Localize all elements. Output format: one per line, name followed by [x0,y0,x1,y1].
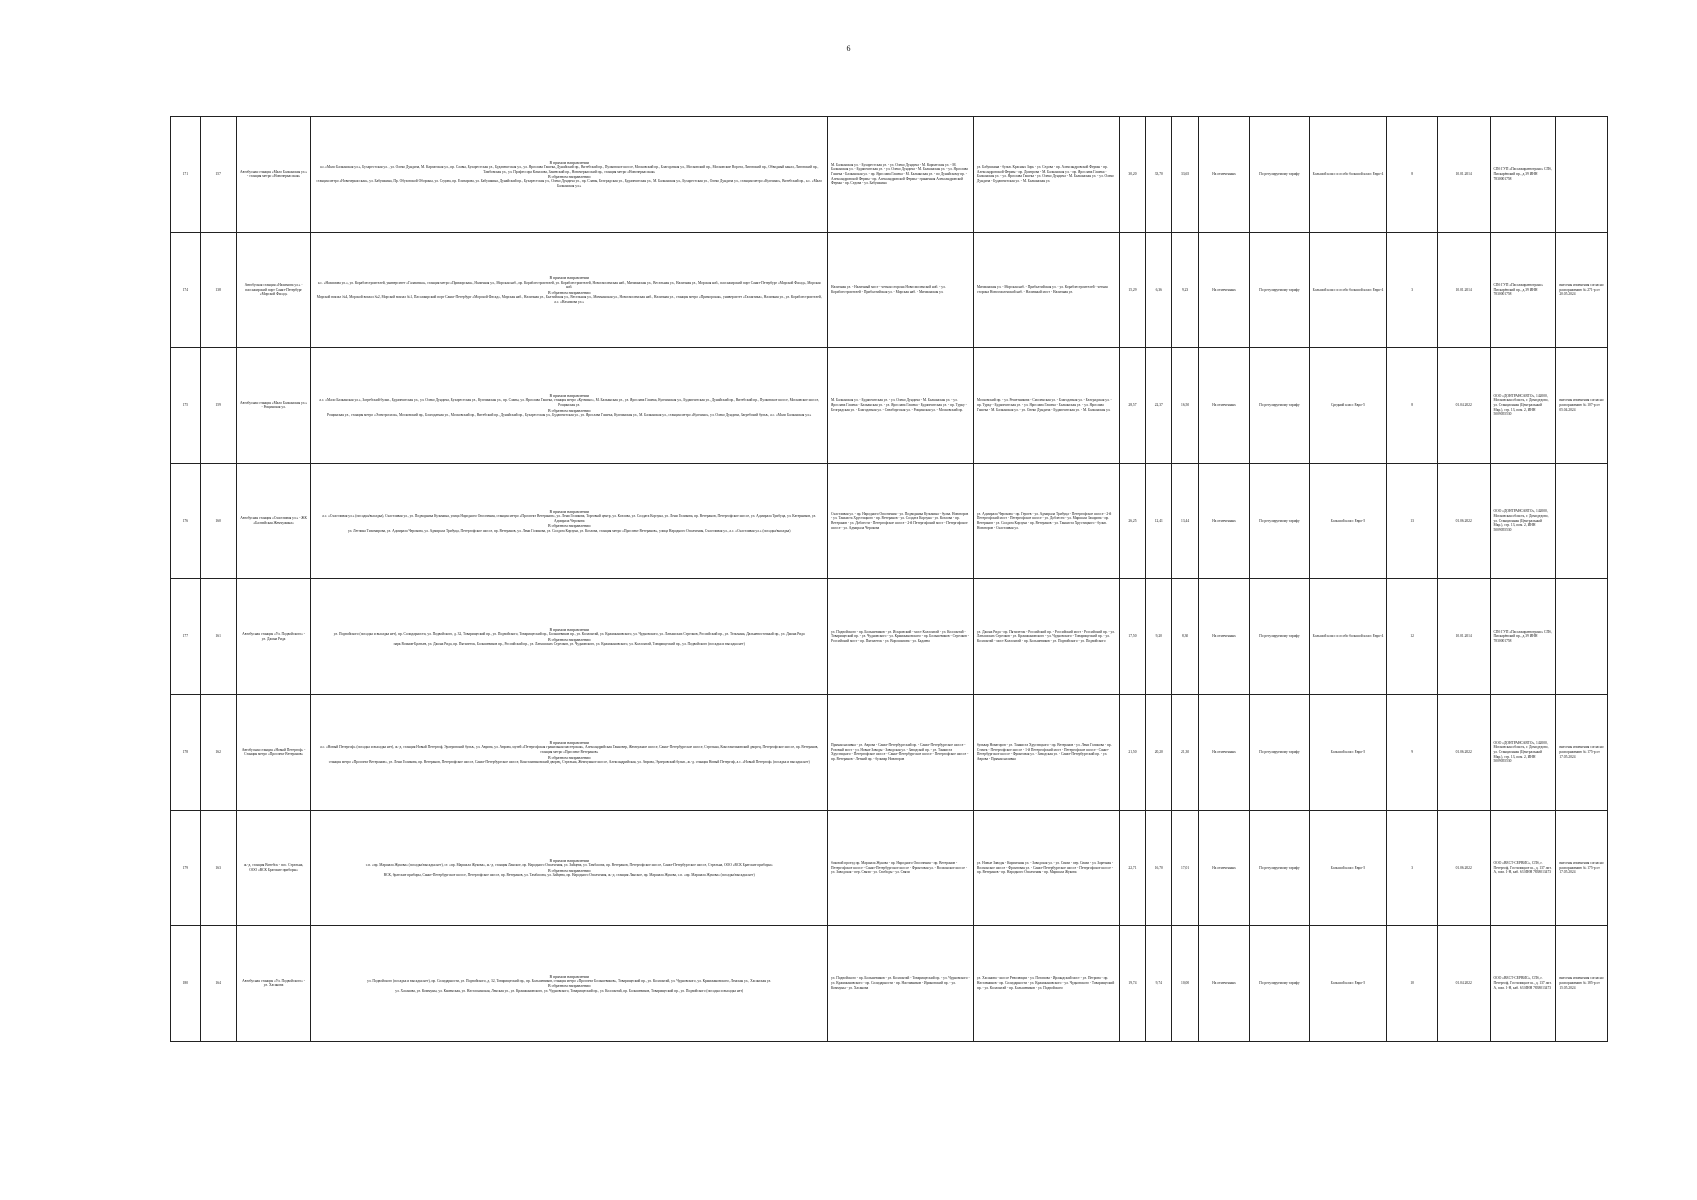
route-number-cell: 180 [171,926,201,1042]
backward-direction-label: В обратном направлении [547,867,591,873]
forward-direction-stops: ул. Подвойского (посадка и высадка нет), пр. Солидарности, ул. Подвойского, д. 32, Товарищеский пр., ул. Подвойского, Товарищеский пр., Большевиков пр., ул. Коллонтай, ул. Кржижановского, ул. Чудновского, ул. Латышских Стрелков, Российский пр., ул. Тельмана, Дальневосточный пр., ул. Джона Рида [333,632,805,636]
length-backward-cell: 13,44 [1172,463,1198,579]
backward-direction-stops: ул. Летчика Тихомирова, ул. Адмирала Черокова, ул. Адмирала Трибуца, Петергофское шоссе, пр. Ветеранов, ул. Лени Голикова, ул. Солдата Корзуна, ул. Козлова, станция метро «Проспект Ветеранов», улица Народного Ополчения, Счастливая ул., а.с. «Счастливая ул.» (посадка/высадка) [347,528,791,533]
length-forward-cell: 33,70 [1146,117,1172,233]
forward-direction-label: В прямом направлении [549,508,589,514]
operator-cell: ООО «ВЕСТ-СЕРВИС», СПб, г. Петергоф, Гостилицкое ш., д. 137 лит. А, пом. 1-Н, каб. 63 ИНН 7838013473 [1490,926,1556,1042]
tariff-cell: По регулируемому тарифу [1250,810,1309,926]
streets-backward-cell: ул. Хасанова - шоссе Революции - ул. Потапова - Ирландский мост - ул. Петрова - пр. Наставников - пр. Солидарности - ул. Кржижановского - ул. Чудновского - Товарищеский пр. - ул. Коллонтай - пр. Большевиков - ул. Подвойского [973,926,1119,1042]
vehicle-count-cell: 8 [1387,117,1437,233]
route-number-cell: 175 [171,348,201,464]
route-number-cell: 171 [171,117,201,233]
forward-direction-label: В прямом направлении [549,275,589,281]
route-name-cell: Автобусная станция «Мало Балканская ул.» - станция метро «Новочеркасская» [236,117,311,233]
backward-direction-stops: станция метро «Новочеркасская», ул. Бабушкина, Пр. Обуховской Обороны, ул. Седова, пр. Елизарова, ул. Бабушкина, Дунайский пр., Бухарестская ул., Олеко Дундича ул., пр. Славы, Белградская ул., Будапештская ул., М. Балканская ул., Бухарестская ул., Олеко Дундича ул., станция метро «Купчино», Витебский пр., а.с. «Мало Балканская ул.» [316,179,822,189]
length-total-cell: 26,25 [1119,463,1145,579]
route-name-cell: Автобусная станция «Мало Балканская ул.» - Рощинская ул. [236,348,311,464]
vehicle-class-cell: Большой класс и особо большой класс Евро-4 [1309,579,1387,695]
registry-number-cell: 159 [200,348,236,464]
length-total-cell: 17,50 [1119,579,1145,695]
streets-forward-cell: М. Балканская ул. - Будапештская ул. - ул. Олеко Дундича - М. Балканская ул. - ул. Ярослава Гашека - Балканская ул. - ул. Ярослава Гашека - Будапештская ул. - пр. Турку - Белградская ул. - Благодатная ул. - Свеаборгская ул. - Рощинская ул. - Московский пр. [828,348,974,464]
stops-order-cell: На отмеченных [1198,810,1250,926]
stops-order-cell: На отмеченных [1198,926,1250,1042]
vehicle-class-cell: Средний класс Евро-5 [1309,348,1387,464]
length-total-cell: 30,20 [1119,117,1145,233]
note-cell: внесены изменения согласно распоряжению № 107-р от 05.04.2024 [1556,348,1608,464]
forward-direction-stops: ул. Подвойского (посадка и высадка нет), пр. Солидарности, ул. Подвойского, д. 32, Товарищеский пр., пр. Большевиков, станция метро «Проспект Большевиков», Товарищеский пр., ул. Коллонтай, ул. Чудновского, ул. Кржижановского, Ленская ул., Хасанская ул. [367,978,772,983]
vehicle-count-cell: 3 [1387,810,1437,926]
length-backward-cell: 17,01 [1172,810,1198,926]
streets-backward-cell: ул. Бабушкина - бульв. Красных Зорь - ул. Седова - пр. Александровской Фермы - пр. Александровской Фермы - пр. Дмитрова - М. Балканская ул. - пр. Ярослава Гашека - Балканская ул. - ул. Ярослава Гашека - ул. Олеко Дундича - М. Балканская ул. - ул. Олеко Дундича - Будапештская ул. - М. Балканская ул. [973,117,1119,233]
backward-direction-label: В обратном направлении [547,523,591,529]
route-path-cell [311,348,828,464]
streets-backward-cell: бульвар Новаторов - ул. Танкиста Хрустицкого - пр. Ветеранов - ул. Лени Голикова - пр. Стачек - Петергофское шоссе - 1-й Петергофский мост - Петергофское шоссе - Санкт-Петербургское шоссе - Фронтовая ул. - Заводская ул. - Санкт-Петербургский пр. - ул. Аврова - Прямая наливка [973,694,1119,810]
backward-direction-label: В обратном направлении [547,289,591,295]
vehicle-count-cell: 12 [1387,579,1437,695]
streets-forward-cell: Счастливая ул. - пр. Народного Ополчения - ул. Подводника Кузьмина - бульв. Новаторов - ул. Танкиста Хрустицкого - пр. Ветеранов - ул. Солдата Корзуна - ул. Козлова - пр. Ветеранов - ул. Доблести - Петергофское шоссе - 2-й Петергофский мост - Петергофское шоссе - ул. Адмирала Черокова [828,463,974,579]
forward-direction-stops: а.с.«Мало Балканская ул.», Бухарестская ул. , ул. Олеко Дундича, М. Карпатская ул., пр. Славы, Бухарестская ул., Будапештская ул., ул. Ярослава Гашека, Дунайский пр., Витебский пр., Пулковское шоссе, Московский пр., Благодатная ул., Московский пр., Московские Ворота, Лиговский пр., Обводный канал, Лиговский пр., Тамбовская ул., ул. Профессора Качалова, Заневский пр., Новочеркасский пр., станция метро «Новочеркасская» [320,164,819,174]
vehicle-count-cell: 9 [1387,694,1437,810]
streets-backward-cell: Мичманская ул. - Морская наб. - Прибалтийская ул. - ул. Кораблестроителей - четная сторона Новосмоленской наб. - Наличный мост - Наличная ул. [973,232,1119,348]
route-path-cell [311,810,828,926]
route-number-cell: 178 [171,694,201,810]
stops-order-cell: На отмеченных [1198,579,1250,695]
note-cell [1556,117,1608,233]
length-total-cell: 22,71 [1119,810,1145,926]
route-name-cell: Автобусная станция «Новый Петергоф» - Станция метро «Проспект Ветеранов» [236,694,311,810]
vehicle-class-cell: Большой класс и особо большой класс Евро-4 [1309,117,1387,233]
start-date-cell: 10.01.2014 [1437,232,1490,348]
streets-forward-cell: Наличная ул. - Наличный мост - четная сторона Новосмоленской наб. - ул. Кораблестроителей - Прибалтийская ул. - Морская наб. - Мичманская ул. [828,232,974,348]
backward-direction-stops: станция метро «Проспект Ветеранов», ул. Лени Голикова, пр. Ветеранов, Петергофское шоссе, Санкт-Петербургское шоссе, Константиновский дворец, Стрельна, Жемчужное шоссе, Александрийская, ул. Аврова, Эрлеровский бульв., ж.-д. станция Новый Петергоф, а.с. «Новый Петергоф» (посадка и высадка нет) [328,759,810,764]
vehicle-class-cell: Большой класс Евро-5 [1309,694,1387,810]
start-date-cell: 01.06.2022 [1437,463,1490,579]
forward-direction-label: В прямом направлении [549,858,589,863]
vehicle-count-cell: 10 [1387,926,1437,1042]
length-forward-cell: 20,20 [1146,694,1172,810]
operator-cell: СПб ГУП «Пассажиравтотранс» СПб, Пискарёвский пр., д.39 ИНН 7830001758 [1490,117,1556,233]
backward-direction-stops: Морской вокзал №4, Морской вокзал №2, Морской вокзал №1, Пассажирский порт Санкт-Петербург «Морской Фасад», Морская наб., Наличная ул., Балтийская ул., Весельная ул., Мичманская ул., Новосмоленская наб., Наличная ул., станция метро «Приморская», университет «Галактика», Наличная ул., ул. Кораблестроителей, а.с. «Нахимова ул.» [316,295,822,304]
backward-direction-label: В обратном направлении [547,174,591,180]
vehicle-class-cell: Большой класс Евро-5 [1309,810,1387,926]
forward-direction-label: В прямом направлении [549,159,589,165]
length-total-cell: 15,29 [1119,232,1145,348]
table-row [171,694,1608,810]
route-path-cell [311,232,828,348]
operator-cell: ООО «ВЕСТ-СЕРВИС», СПб, г. Петергоф, Гостилицкое ш., д. 137 лит. А, пом. 1-Н, каб. 63 ИНН 7838013473 [1490,810,1556,926]
streets-backward-cell: Московский пр. - ул. Решетникова - Смоленская ул. - Благодатная ул. - Белградская ул. - пр. Турку - Будапештская ул. - ул. Ярослава Гашека - Балканская ул. - ул. Ярослава Гашека - М. Балканская ул. - ул. Олеко Дундича - Будапештская ул. - М. Балканская ул. [973,348,1119,464]
table-row [171,348,1608,464]
forward-direction-stops: а.с. «Мало Балканская ул.», Загребский бульв., Будапештская ул., ул. Олеко Дундича, Бухарестская ул., Купчинская ул., пр. Славы, ул. Ярослава Гашека, станция метро «Купчино», М. Балканская ул., ул. Ярослава Гашека, Купчинская ул., Будапештская ул., Дунайский пр., Витебский пр., Пулковское шоссе, Московское шоссе, Рощинская ул. [319,398,820,408]
route-path-cell [311,694,828,810]
tariff-cell: По регулируемому тарифу [1250,926,1309,1042]
route-path-cell [311,579,828,695]
length-forward-cell: 22,37 [1146,348,1172,464]
start-date-cell: 01.04.2022 [1437,926,1490,1042]
streets-forward-cell: боковой проезд пр. Маршала Жукова - пр. Народного Ополчения - пр. Ветеранов - Петергофское шоссе - Санкт-Петербургское шоссе - Фронтовая ул. - Волхонское шоссе - ул. Заводская - пер. Связи - ул. Свободы - ул. Связи [828,810,974,926]
streets-forward-cell: Прямая наливка - ул. Аврова - Санкт-Петербургский пр. - Санкт-Петербургское шоссе - Розовый мост - ул. Новые Заводы - Заводская ул. - Заводской пр. - ул. Танкиста Хрустицкого - Петергофское шоссе - Санкт-Петербургское шоссе - Петергофское шоссе - пр. Ветеранов - Летний пр. - бульвар Новаторов [828,694,974,810]
forward-direction-stops: а.с. «Новый Петергоф» (посадка и высадка нет), ж.-д. станция Новый Петергоф, Эрлеровский бульв., ул. Аврова, ул. Аврова, музей «Петергофская гранильная мастерская», Александрийская Ганновер, Жемчужное шоссе, Санкт-Петербургское шоссе, Стрельна, Константиновский дворец, Петергофское шоссе, пр. Ветеранов, станция метро «Проспект Ветеранов» [320,745,819,754]
operator-cell: ООО «ДОНТРАНСАВТО», 142000, Московская область, г. Домодедово, ул. Станционная (Центральный Мкр.), стр. 13, пом. 2, ИНН 5009055530 [1490,348,1556,464]
note-cell: внесены изменения согласно распоряжению № 175-р от 17.05.2024 [1556,810,1608,926]
route-register-table [170,116,1608,1042]
streets-backward-cell: ул. Джона Рида - пр. Пятилеток - Российский пр. - Российский мост - Российский пр. - ул. Латышских Стрелков - ул. Кржижановского - ул. Чудновского - Товарищеский пр. - ул. Коллонтай - мост Коллонтай - пр. Большевиков - ул. Подвойского - ул. Подвойского [973,579,1119,695]
route-number-cell: 174 [171,232,201,348]
tariff-cell: По регулируемому тарифу [1250,463,1309,579]
vehicle-class-cell: Большой класс Евро-5 [1309,926,1387,1042]
length-forward-cell: 12,41 [1146,463,1172,579]
backward-direction-stops: Рощинская ул., станция метро «Электросила», Московский пр., Благодатная ул., Московский пр., Витебский пр., Дунайский пр., Бухарестская ул., Будапештская ул., ул. Ярослава Гашека, Купчинская ул., М. Балканская ул., станция метро «Купчино», ул. Олеко Дундича, Загребский бульв., а.с. «Мало Балканская ул.» [327,413,812,417]
operator-cell: ООО «ДОНТРАНСАВТО», 142000, Московская область, г. Домодедово, ул. Станционная (Центральный Мкр.), стр. 13, пом. 2, ИНН 5009055530 [1490,694,1556,810]
route-path-cell [311,117,828,233]
length-backward-cell: 33,65 [1172,117,1198,233]
length-total-cell: 28,57 [1119,348,1145,464]
stops-order-cell: На отмеченных [1198,348,1250,464]
route-name-cell: Автобусная станция «Счастливая ул.» - ЖК «Балтийская Жемчужина» [236,463,311,579]
forward-direction-stops: а.с. «Счастливая ул.» (посадка/высадка), Счастливая ул., ул. Подводника Кузьмина, улица Народного Ополчения, станция метро «Проспект Ветеранов», ул. Лени Голикова, Торговый центр, ул. Козлова, ул. Солдата Корзуна, ул. Лени Голикова, пр. Ветеранов, Петергофское шоссе, ул. Адмирала Трибуца, ул. Катерников, ул. Адмирала Черокова [322,514,817,523]
vehicle-count-cell: 8 [1387,348,1437,464]
operator-cell: СПб ГУП «Пассажиравтотранс» СПб, Пискарёвский пр., д.39 ИНН 7830001758 [1490,579,1556,695]
backward-direction-stops: ул. Хасанова, ул. Коммуны, ул. Каменская, ул. Настасьинская, Ленская ул., ул. Кржижановского, ул. Чудновского, Товарищеский пр., ул. Коллонтай, пр. Большевиков, Товарищеский пр., ул. Подвойского (посадка и высадка нет) [395,988,744,993]
length-backward-cell: 16,50 [1172,348,1198,464]
registry-number-cell: 157 [200,117,236,233]
start-date-cell: 01.04.2022 [1437,348,1490,464]
backward-direction-stops: ВСК, братские приборы, Санкт-Петербургское шоссе, Петергофское шоссе, пр. Ветеранов, ул. Тамбасова, ул. Зайцева, пр. Народного Ополчения, ж.-д. станция Ланское, пр. Маршала Жукова, с.п. «пр. Маршала Жукова» (посадка/высадка нет) [383,873,755,878]
length-backward-cell: 10,00 [1172,926,1198,1042]
table-row [171,117,1608,233]
tariff-cell: По регулируемому тарифу [1250,117,1309,233]
streets-forward-cell: ул. Подвойского - пр. Большевиков - ул. Искровский - мост Коллонтай - ул. Коллонтай - Товарищеский пр. - ул. Чудновского - ул. Кржижановского - пр. Большевиков - Стрелков - Российский мост - пр. Пятилеток - ул. Ворошилова - ул. Бадаева [828,579,974,695]
operator-cell: СПб ГУП «Пассажиравтотранс» Пискарёвский пр., д.39 ИНН 7830001758 [1490,232,1556,348]
start-date-cell: 10.01.2014 [1437,579,1490,695]
note-cell [1556,463,1608,579]
length-total-cell: 21,50 [1119,694,1145,810]
start-date-cell: 01.06.2022 [1437,810,1490,926]
registry-number-cell: 138 [200,232,236,348]
tariff-cell: По регулируемому тарифу [1250,232,1309,348]
table-row [171,810,1608,926]
stops-order-cell: На отмеченных [1198,694,1250,810]
backward-direction-label: В обратном направлении [547,983,591,989]
backward-direction-label: В обратном направлении [547,407,591,413]
stops-order-cell: На отмеченных [1198,463,1250,579]
registry-number-cell: 160 [200,463,236,579]
tariff-cell: По регулируемому тарифу [1250,348,1309,464]
streets-backward-cell: ул. Адмирала Черокова - пр. Героев - ул. Адмирала Трибуца - Петергофское шоссе - 2-й Петергофский мост - Петергофское шоссе - ул. Доблести - ул. Маршала Захарова - пр. Ветеранов - ул. Солдата Корзуна - пр. Ветеранов - ул. Танкиста Хрустицкого - бульв. Новаторов - Счастливая ул. [973,463,1119,579]
forward-direction-label: В прямом направлении [549,973,589,979]
stops-order-cell: На отмеченных [1198,232,1250,348]
note-cell: внесены изменения согласно распоряжению № 271-р от 20.05.2024 [1556,232,1608,348]
length-backward-cell: 21,30 [1172,694,1198,810]
table-row [171,926,1608,1042]
streets-backward-cell: ул. Новые Заводы - Кирпичная ул. - Заводская ул. - ул. Связи - пер. Связи - ул. Заречная - Волхонское шоссе - Фронтовая ул. - Санкт-Петербургское шоссе - Петергофское шоссе - пр. Ветеранов - пр. Народного Ополчения - пр. Маршала Жукова [973,810,1119,926]
operator-cell: ООО «ДОНТРАНСАВТО», 142000, Московская область, г. Домодедово, ул. Станционная (Центральный Мкр.), стр. 13, пом. 2, ИНН 5009055530 [1490,463,1556,579]
route-number-cell: 177 [171,579,201,695]
route-name-cell: ж.-д. станция Витебск - пос. Стрельна, ООО «ВСК Братские приборы» [236,810,311,926]
start-date-cell: 01.06.2022 [1437,694,1490,810]
streets-forward-cell: М. Балканская ул. - Бухарестская ул. - ул. Олеко Дундича - М. Карпатская ул. - М. Балканская ул. - Будапештская ул. - ул. Олеко Дундича - М. Балканская ул. - ул. Ярослава Гашека - Балканская ул. - пр. Ярослава Гашека - М. Балканская ул. - по Дунайскому пр. - Александровской Фермы - пр. Александровской Фермы - граничная Александровской Фермы - пр. Седова - ул. Бабушкина [828,117,974,233]
length-forward-cell: 9,20 [1146,579,1172,695]
length-forward-cell: 6,36 [1146,232,1172,348]
length-backward-cell: 8,30 [1172,579,1198,695]
length-forward-cell: 9,74 [1146,926,1172,1042]
registry-number-cell: 162 [200,694,236,810]
route-name-cell: Автобусная станция «Ул. Подвойского» - ул. Джона Рида [236,579,311,695]
forward-direction-stops: а.с. «Нахимова ул.», ул. Кораблестроителей, университет «Галактика», станция метро «Приморская», Наличная ул., Морская наб., пр. Кораблестроителей, ул. Кораблестроителей, Новосмоленская наб., Мичманская ул., Весельная ул., Наличная ул., Морская наб., пассажирский порт Санкт-Петербург «Морской Фасад», Морская наб. [317,280,821,290]
vehicle-count-cell: 13 [1387,463,1437,579]
route-name-cell: Автобусная станция «Нахимова ул.» - пассажирский порт Санкт-Петербург «Морской Фасад» [236,232,311,348]
vehicle-class-cell: Большой класс и особо большой класс Евро-4 [1309,232,1387,348]
route-number-cell: 179 [171,810,201,926]
streets-forward-cell: ул. Подвойского - пр. Большевиков - ул. Коллонтай - Товарищеский пр. - ул. Чудновского - ул. Кржижановского - пр. Солидарности - пр. Наставников - Ириновский пр. - ул. Коммуны - ул. Хасанова [828,926,974,1042]
backward-direction-label: В обратном направлении [547,754,591,760]
registry-number-cell: 164 [200,926,236,1042]
tariff-cell: По регулируемому тарифу [1250,694,1309,810]
forward-direction-label: В прямом направлении [549,740,589,746]
vehicle-count-cell: 3 [1387,232,1437,348]
route-path-cell [311,926,828,1042]
table-body [171,117,1608,1042]
page-number: 6 [846,44,851,53]
note-cell: внесены изменения согласно распоряжению № 175-р от 17.05.2024 [1556,694,1608,810]
stops-order-cell: На отмеченных [1198,117,1250,233]
length-total-cell: 19,74 [1119,926,1145,1042]
note-cell: внесены изменения согласно распоряжению № 185-р от 15.05.2024 [1556,926,1608,1042]
forward-direction-stops: с.п. «пр. Маршала Жукова» (посадка/высадка нет), ст. «пр. Маршала Жукова», ж.-д. станция Ланское, пр. Народного Ополчения, ул. Зайцева, ул. Тамбасова, пр. Ветеранов, Петергофское шоссе, Санкт-Петербургское шоссе, Стрельна, ООО «ВСК Братские приборы» [365,863,773,868]
route-name-cell: Автобусная станция «Ул. Подвойского» - ул. Хасанова [236,926,311,1042]
start-date-cell: 10.01.2014 [1437,117,1490,233]
backward-direction-label: В обратном направлении [547,636,591,642]
length-backward-cell: 9,23 [1172,232,1198,348]
table-row [171,232,1608,348]
table-row [171,579,1608,695]
length-forward-cell: 16,70 [1146,810,1172,926]
vehicle-class-cell: Большой класс Евро-5 [1309,463,1387,579]
table-row [171,463,1608,579]
forward-direction-label: В прямом направлении [549,626,589,632]
backward-direction-stops: парк Воинов-Братьев, ул. Джона Рида, пр. Пятилеток, Большевиков пр., Российский пр., ул. Латышских Стрелков, ул. Чудновского, ул. Кржижановского, ул. Коллонтай, Товарищеский пр., ул. Подвойского (посадка и высадка нет) [393,641,745,646]
forward-direction-label: В прямом направлении [549,393,589,399]
registry-number-cell: 161 [200,579,236,695]
tariff-cell: По регулируемому тарифу [1250,579,1309,695]
registry-number-cell: 163 [200,810,236,926]
note-cell [1556,579,1608,695]
route-path-cell [311,463,828,579]
route-number-cell: 176 [171,463,201,579]
